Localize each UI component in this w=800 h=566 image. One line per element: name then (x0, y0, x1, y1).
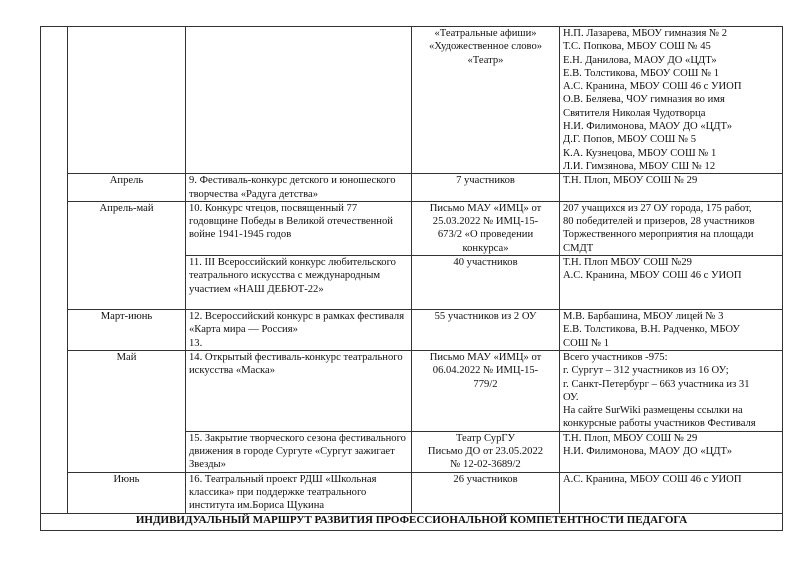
result-line: Л.И. Гимзянова, МБОУ СШ № 12 (563, 160, 716, 172)
section-heading: ИНДИВИДУАЛЬНЫЙ МАРШРУТ РАЗВИТИЯ ПРОФЕССИОНАЛЬНОЙ КОМПЕТЕНТНОСТИ ПЕДАГОГА (41, 513, 783, 530)
result-line: Н.И. Филимонова, МАОУ ДО «ЦДТ» (563, 446, 733, 458)
table-row (41, 27, 783, 174)
table-row (41, 472, 783, 513)
basis-line: Письмо МАУ «ИМЦ» от (429, 202, 542, 214)
result-line: Е.В. Толстикова, В.Н. Радченко, МБОУ (563, 324, 740, 336)
event-cell (186, 310, 412, 351)
result-line: Т.С. Попкова, МБОУ СОШ № 45 (563, 41, 711, 53)
basis-line: 7 участников (456, 175, 515, 187)
basis-line: 06.04.2022 № ИМЦ-15- (432, 365, 539, 377)
basis-line: 673/2 «О проведении (437, 229, 534, 241)
result-line: О.В. Беляева, ЧОУ гимназия во имя (563, 94, 725, 106)
event-cell (186, 431, 412, 472)
result-cell (560, 310, 783, 351)
result-cell (560, 174, 783, 202)
basis-cell (412, 472, 560, 513)
result-line: ОУ. (563, 391, 579, 403)
basis-line: 779/2 (473, 378, 498, 390)
basis-line: № 12-02-3689/2 (450, 459, 521, 471)
result-line: Н.П. Лазарева, МБОУ гимназия № 2 (563, 28, 728, 39)
basis-line: конкурса» (462, 242, 509, 254)
event-text: 12. Всероссийский конкурс в рамках фестиваля «Карта мира — Россия» (189, 311, 405, 336)
event-cell (186, 174, 412, 202)
event-text: 9. Фестиваль-конкурс детского и юношеского творчества «Радуга детства» (189, 175, 396, 200)
event-text: 16. Театральный проект РДШ «Школьная классика» при поддержке театрального института им.Бориса Щукина (189, 473, 377, 512)
table-row (41, 350, 783, 431)
basis-line: Письмо ДО от 23.05.2022 (427, 446, 544, 458)
result-line: конкурсные работы участников Фестиваля (563, 418, 756, 430)
month-cell: Май (68, 350, 186, 472)
month-cell: Апрель-май (68, 201, 186, 309)
basis-line: «Театр» (467, 54, 504, 66)
result-line: СМДТ (563, 242, 594, 254)
result-line: 207 учащихся из 27 ОУ города, 175 работ, (563, 202, 752, 214)
result-line: Д.Г. Попов, МБОУ СОШ № 5 (563, 134, 697, 146)
result-line: Т.Н. Плоп, МБОУ СОШ № 29 (563, 175, 698, 187)
basis-cell (412, 310, 560, 351)
result-line: Всего участников -975: (563, 351, 668, 363)
basis-cell (412, 174, 560, 202)
event-text: 11. III Всероссийский конкурс любительского театрального искусства с международным участием «НАШ ДЕБЮТ-22» (189, 257, 396, 295)
result-line: Т.Н. Плоп МБОУ СОШ №29 (563, 257, 692, 269)
event-cell (186, 472, 412, 513)
result-line: Е.В. Толстикова, МБОУ СОШ № 1 (563, 67, 720, 79)
result-cell (560, 472, 783, 513)
basis-cell (412, 256, 560, 310)
event-text: 14. Открытый фестиваль-конкурс театрального искусства «Маска» (189, 351, 403, 377)
result-line: г. Санкт-Петербург – 663 участника из 31 (563, 378, 750, 390)
basis-line: «Театральные афиши» (434, 28, 537, 39)
result-line: СОШ № 1 (563, 337, 610, 349)
event-text: 10. Конкурс чтецов, посвященный 77 годовщине Победы в Великой отечественной войне 1941-1945 годов (189, 202, 393, 241)
result-cell (560, 201, 783, 255)
section-heading-row (41, 513, 783, 530)
table-row (41, 201, 783, 255)
month-cell: Июнь (68, 472, 186, 513)
basis-line: 40 участников (453, 257, 518, 269)
index-cell (41, 27, 68, 514)
event-cell (186, 256, 412, 310)
event-cell (186, 27, 412, 174)
activities-table (40, 26, 783, 531)
event-text-extra: 13. (189, 337, 203, 349)
basis-cell (412, 201, 560, 255)
result-line: К.А. Кузнецова, МБОУ СОШ № 1 (563, 147, 717, 159)
basis-line: «Художественное слово» (428, 41, 543, 53)
month-cell (68, 27, 186, 174)
month-cell: Март-июнь (68, 310, 186, 351)
basis-cell (412, 431, 560, 472)
result-cell (560, 256, 783, 310)
event-cell (186, 201, 412, 255)
result-line: Святителя Николая Чудотворца (563, 107, 706, 119)
result-line: Т.Н. Плоп, МБОУ СОШ № 29 (563, 432, 698, 444)
basis-line: 55 участников из 2 ОУ (434, 311, 537, 323)
result-line: Торжественного мероприятия на площади (563, 229, 754, 241)
basis-line: 26 участников (453, 473, 518, 485)
event-text: 15. Закрытие творческого сезона фестивального движения в городе Сургуте «Сургут зажигает Звезды» (189, 432, 406, 471)
basis-cell (412, 27, 560, 174)
result-line: А.С. Кранина, МБОУ СОШ 46 с УИОП (563, 270, 742, 282)
event-cell (186, 350, 412, 431)
month-cell: Апрель (68, 174, 186, 202)
table-row (41, 174, 783, 202)
result-cell (560, 350, 783, 431)
table-row (41, 310, 783, 351)
basis-cell (412, 350, 560, 431)
basis-line: Театр СурГУ (455, 432, 516, 444)
basis-line: Письмо МАУ «ИМЦ» от (429, 351, 542, 363)
result-cell (560, 27, 783, 174)
result-line: Н.И. Филимонова, МАОУ ДО «ЦДТ» (563, 121, 733, 133)
result-line: 80 победителей и призеров, 28 участников (563, 216, 755, 228)
result-line: г. Сургут – 312 участников из 16 ОУ; (563, 365, 729, 377)
basis-line: 25.03.2022 № ИМЦ-15- (432, 216, 539, 228)
result-line: На сайте SurWiki размещены ссылки на (563, 405, 743, 417)
result-line: А.С. Кранина, МБОУ СОШ 46 с УИОП (563, 473, 742, 485)
result-cell (560, 431, 783, 472)
result-line: Е.Н. Данилова, МАОУ ДО «ЦДТ» (563, 54, 717, 66)
result-line: А.С. Кранина, МБОУ СОШ 46 с УИОП (563, 81, 742, 93)
result-line: М.В. Барбашина, МБОУ лицей № 3 (563, 311, 724, 323)
